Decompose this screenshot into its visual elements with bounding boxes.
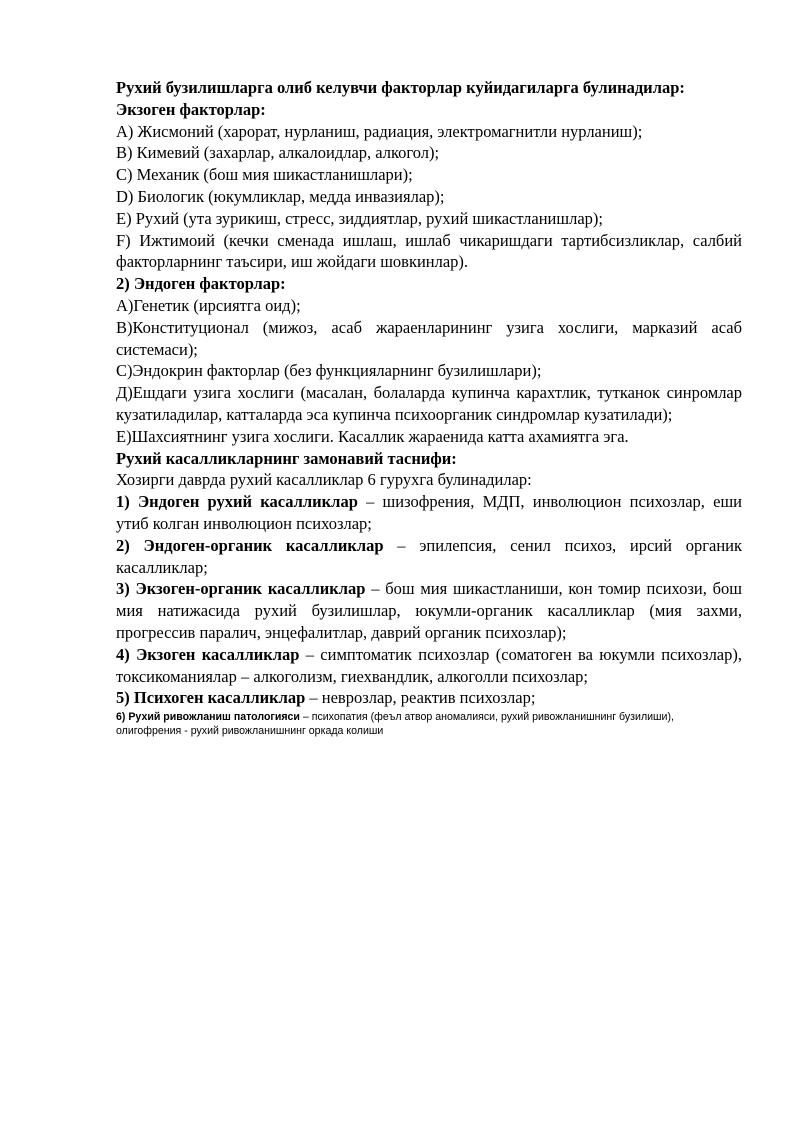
endogenous-heading: 2) Эндоген факторлар:: [116, 274, 286, 294]
classification-group-3: [116, 578, 742, 643]
exogenous-item-e: E) Рухий (ута зурикиш, стресс, зиддиятлар, рухий шикастланишлар);: [116, 208, 603, 228]
classification-group-4: [116, 644, 742, 688]
group-description: – психопатия (феъл атвор аномалияси, рухий ривожланишнинг бузилиши), олигофрения - рухий ривожланишнинг оркада колиши: [116, 711, 674, 738]
document-title: Рухий бузилишларга олиб келувчи факторлар куйидагиларга булинадилар:: [116, 78, 685, 97]
group-term: 1) Эндоген рухий касалликлар: [116, 492, 358, 512]
endogenous-item-c: С)Эндокрин факторлар (без функцияларнинг бузилишлари);: [116, 361, 542, 381]
classification-group-5: [116, 687, 742, 709]
classification-group-2: [116, 535, 742, 579]
exogenous-heading: Экзоген факторлар:: [116, 99, 266, 119]
exogenous-item-b: B) Кимевий (захарлар, алкалоидлар, алкогол);: [116, 143, 440, 163]
classification-group-1: [116, 491, 742, 535]
group-term: 6) Рухий ривожланиш патологияси: [116, 711, 300, 724]
exogenous-item-c: C) Механик (бош мия шикастланишлари);: [116, 165, 413, 185]
group-term: 4) Экзоген касалликлар: [116, 644, 300, 664]
group-description: – бош мия шикастланиши, кон томир психози, бош мия натижасида рухий бузилишлар, юкумли-органик касалликлар (мия захми, прогрессив паралич, энцефалитлар, даврий органик психозлар);: [116, 579, 742, 642]
document-page: [116, 77, 742, 738]
group-term: 2) Эндоген-органик касалликлар: [116, 535, 384, 555]
group-description: – эпилепсия, сенил психоз, ирсий органик касалликлар;: [116, 535, 743, 577]
classification-group-6: [116, 710, 742, 738]
endogenous-item-b: В)Конституционал (мижоз, асаб жараенларининг узига хослиги, марказий асаб системаси);: [116, 317, 742, 359]
group-description: – шизофрения, МДП, инволюцион психозлар, еши утиб колган инволюцион психозлар;: [116, 492, 742, 533]
group-term: 3) Экзоген-органик касалликлар: [116, 579, 366, 599]
classification-intro: Хозирги даврда рухий касалликлар 6 гурухга булинадилар:: [116, 470, 532, 490]
exogenous-item-a: A) Жисмоний (харорат, нурланиш, радиация, электромагнитли нурланиш);: [116, 121, 643, 141]
group-description: – неврозлар, реактив психозлар;: [305, 688, 536, 708]
exogenous-item-d: D) Биологик (юкумликлар, медда инвазиялар);: [116, 186, 445, 206]
group-description: – симптоматик психозлар (соматоген ва юкумли психозлар), токсикоманиялар – алкоголизм, гиехвандлик, алкоголли психозлар;: [116, 644, 742, 686]
endogenous-item-e: Е)Шахсиятнинг узига хослиги. Касаллик жараенида катта ахамиятга эга.: [116, 426, 629, 446]
group-term: 5) Психоген касалликлар: [116, 688, 306, 708]
endogenous-item-a: А)Генетик (ирсиятга оид);: [116, 295, 301, 315]
classification-heading: Рухий касалликларнинг замонавий таснифи:: [116, 448, 457, 468]
endogenous-item-d: Д)Ешдаги узига хослиги (масалан, болаларда купинча карахтлик, тутканок синромлар кузатиладилар, катталарда эса купинча психоорганик синдромлар кузатилади);: [116, 383, 742, 424]
exogenous-item-f: F) Ижтимоий (кечки сменада ишлаш, ишлаб чикаришдаги тартибсизликлар, салбий факторларнинг таъсири, иш жойдаги шовкинлар).: [116, 230, 742, 272]
